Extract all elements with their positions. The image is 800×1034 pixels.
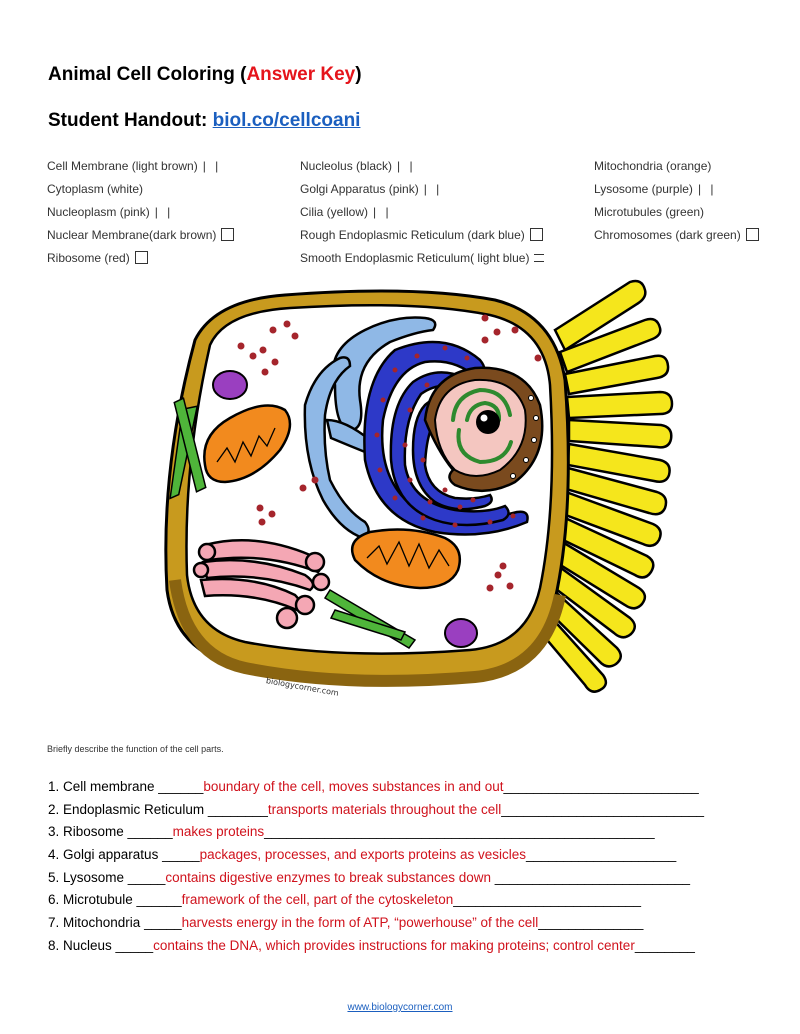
answer-text[interactable]: boundary of the cell, moves substances in and out: [203, 779, 504, 794]
answer-text[interactable]: packages, processes, and exports proteins as vesicles: [199, 847, 527, 863]
legend-label: Nucleolus (black): [300, 159, 393, 173]
legend-checkbox[interactable]: | |: [202, 159, 222, 173]
legend-label: Cell Membrane (light brown): [47, 159, 198, 173]
legend-item: [47, 224, 234, 247]
question-term: 6. Microtubule: [48, 892, 137, 908]
title-main: Animal Cell Coloring (: [48, 64, 247, 85]
legend-label: Lysosome (purple): [594, 182, 693, 196]
question-item: [48, 821, 748, 844]
watermark-text: biologycorner.com: [265, 676, 340, 698]
answer-blank: ____________________: [526, 847, 677, 863]
legend-checkbox[interactable]: | |: [397, 159, 416, 173]
answer-blank: ______________: [538, 915, 644, 931]
answer-text[interactable]: transports materials throughout the cell: [267, 801, 502, 817]
legend-item: [300, 201, 544, 224]
legend-checkbox[interactable]: | |: [697, 182, 717, 196]
legend-label: Microtubules (green): [594, 205, 705, 219]
legend-label: Chromosomes (dark green): [594, 228, 741, 242]
question-item: [48, 935, 748, 958]
legend-checkbox[interactable]: [746, 228, 759, 241]
legend-item: [594, 155, 759, 178]
question-item: [48, 799, 748, 822]
answer-blank: ____________________________________________________: [264, 824, 655, 840]
answer-text[interactable]: makes proteins: [172, 824, 265, 840]
legend-item: [47, 247, 234, 270]
question-term: 8. Nucleus: [48, 937, 116, 953]
legend-label: Cytoplasm (white): [47, 182, 144, 196]
answer-blank: ______: [136, 892, 182, 908]
answer-blank: ______: [127, 824, 173, 840]
legend-label: Mitochondria (orange): [594, 159, 712, 173]
answer-blank: __________________________: [503, 779, 699, 794]
legend-checkbox[interactable]: [534, 254, 544, 262]
footer-link[interactable]: www.biologycorner.com: [347, 1002, 453, 1013]
legend-label: Nucleoplasm (pink): [47, 205, 150, 219]
legend-checkbox[interactable]: [530, 228, 543, 241]
legend-item: [594, 201, 759, 224]
answer-blank: _________________________: [453, 892, 641, 908]
legend-item: [47, 155, 234, 178]
handout-label: Student Handout:: [48, 110, 213, 131]
legend-label: Nuclear Membrane(dark brown): [47, 228, 217, 242]
footer: [0, 1002, 800, 1013]
legend-item: [594, 178, 759, 201]
legend-label: Rough Endoplasmic Reticulum (dark blue): [300, 228, 525, 242]
legend-item: [300, 155, 544, 178]
legend-column-2: [300, 155, 544, 270]
student-handout: [48, 110, 360, 132]
legend-label: Golgi Apparatus (pink): [300, 182, 419, 196]
legend-checkbox[interactable]: | |: [373, 205, 392, 219]
answer-blank: _____: [144, 915, 182, 931]
legend-label: Cilia (yellow): [300, 205, 369, 219]
answer-blank: ________: [634, 937, 695, 953]
legend-checkbox[interactable]: [135, 251, 148, 264]
legend-checkbox[interactable]: | |: [423, 182, 443, 196]
question-term: 2. Endoplasmic Reticulum: [48, 801, 208, 817]
legend-checkbox[interactable]: [221, 228, 234, 241]
answer-blank: ________: [207, 801, 268, 817]
answer-text[interactable]: harvests energy in the form of ATP, “powerhouse” of the cell: [181, 915, 539, 931]
question-term: 7. Mitochondria: [48, 915, 145, 931]
animal-cell-diagram: [155, 270, 675, 710]
legend-item: [300, 224, 544, 247]
legend-item: [47, 201, 234, 224]
legend-item: [300, 247, 544, 270]
title-answer-key: Answer Key: [246, 64, 356, 85]
nucleolus: [476, 410, 500, 434]
title-close: ): [355, 64, 362, 85]
question-item: [48, 912, 748, 935]
legend-item: [300, 178, 544, 201]
question-term: 3. Ribosome: [48, 824, 128, 840]
answer-blank: _____: [162, 847, 200, 863]
page-title: [48, 64, 362, 86]
answer-text[interactable]: contains digestive enzymes to break substances down: [165, 869, 492, 885]
question-list: [48, 776, 748, 958]
question-term: 4. Golgi apparatus: [48, 847, 163, 863]
question-item: [48, 889, 748, 912]
question-term: 1. Cell membrane: [48, 779, 159, 794]
legend-item: [594, 224, 759, 247]
legend-column-1: [47, 155, 234, 270]
answer-blank: ______: [158, 779, 204, 794]
instructions: Briefly describe the function of the cell parts.: [47, 744, 224, 754]
answer-blank: _____: [127, 869, 166, 885]
legend-column-3: [594, 155, 759, 247]
answer-text[interactable]: contains the DNA, which provides instructions for making proteins; control center: [153, 937, 635, 953]
answer-text[interactable]: framework of the cell, part of the cytoskeleton: [181, 892, 454, 908]
question-item: [48, 776, 748, 799]
question-term: 5. Lysosome: [48, 869, 128, 885]
answer-blank: _____: [115, 937, 154, 953]
legend-label: Ribosome (red): [47, 251, 130, 265]
legend-item: [47, 178, 234, 201]
legend-checkbox[interactable]: | |: [154, 205, 174, 219]
handout-link[interactable]: biol.co/cellcoani: [212, 110, 361, 131]
question-item: [48, 844, 748, 867]
answer-blank: ___________________________: [501, 801, 704, 817]
answer-blank: __________________________: [491, 869, 690, 885]
question-item: [48, 867, 748, 890]
legend-label: Smooth Endoplasmic Reticulum( light blue): [300, 251, 530, 265]
